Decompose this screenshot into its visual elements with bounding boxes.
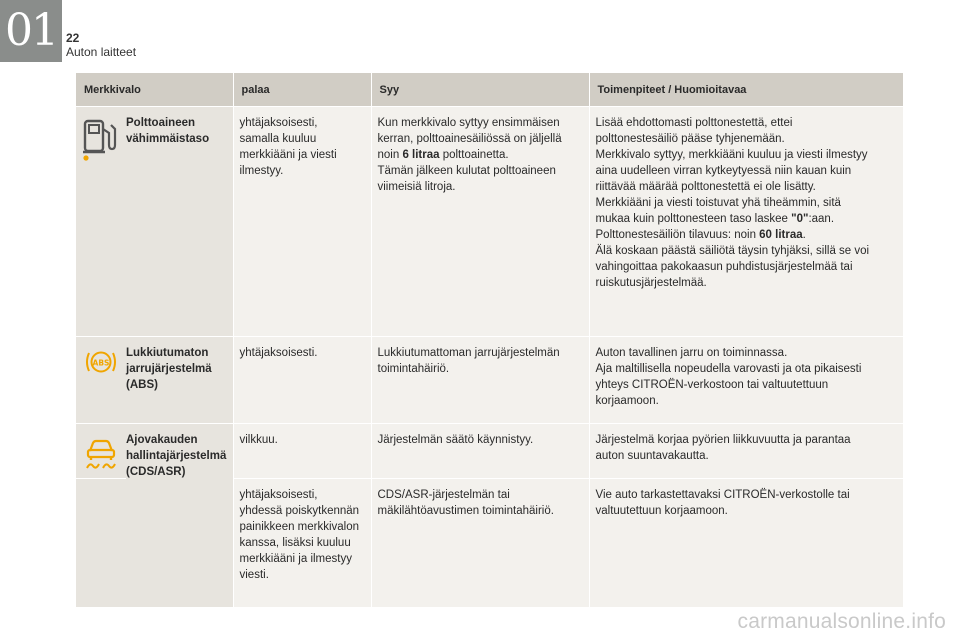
icon-cell bbox=[76, 107, 126, 337]
light-name: Ajovakauden hallintajärjestelmä (CDS/ASR) bbox=[126, 424, 233, 607]
column-header-syy: Syy bbox=[371, 73, 589, 107]
column-header-merkkivalo: Merkkivalo bbox=[76, 73, 233, 107]
cause-cell: Lukkiutumattoman jarrujärjestelmän toimintahäiriö. bbox=[371, 337, 589, 424]
icon-cell bbox=[76, 337, 126, 424]
light-name: Polttoaineen vähimmäistaso bbox=[126, 107, 233, 337]
lights-cell: vilkkuu. bbox=[233, 424, 371, 479]
fuel-pump-icon bbox=[81, 117, 121, 166]
light-name: Lukkiutumaton jarrujärjestelmä (ABS) bbox=[126, 337, 233, 424]
abs-icon bbox=[84, 347, 118, 382]
action-cell: Lisää ehdottomasti polttonestettä, ettei polttonestesäiliö pääse tyhjenemään. Merkkivalo syttyy, merkkiääni kuuluu ja viesti ilmestyy aina uudelleen virran kytkeytyessä niin kauan kuin riittävää määrää polttonestettä ei ole lisätty. Merkkiääni ja viesti toistuvat yhä tiheämmin, sitä mukaa kuin polttonesteen taso laskee "0":aan. Polttonestesäiliön tilavuus: noin 60 litraa. Älä koskaan päästä säiliötä täysin tyhjäksi, sillä se voi vahingoittaa pakokaasun puhdistusjärjestelmää tai ruiskutusjärjestelmää. bbox=[589, 107, 903, 337]
icon-cell bbox=[76, 479, 126, 607]
table-header-row bbox=[76, 73, 903, 107]
traction-control-icon bbox=[83, 434, 119, 475]
column-header-toimenpiteet: Toimenpiteet / Huomioitavaa bbox=[589, 73, 903, 107]
page-title: Auton laitteet bbox=[66, 45, 137, 59]
table-row bbox=[76, 424, 903, 479]
cause-cell: Kun merkkivalo syttyy ensimmäisen kerran, polttoainesäiliössä on jäljellä noin 6 litraa polttoainetta. Tämän jälkeen kulutat polttoaineen viimeisiä litroja. bbox=[371, 107, 589, 337]
table-row bbox=[76, 337, 903, 424]
warning-lights-table bbox=[76, 73, 903, 607]
page-number: 22 bbox=[66, 31, 80, 45]
svg-text:ABS: ABS bbox=[92, 358, 110, 368]
watermark: carmanualsonline.info bbox=[737, 610, 946, 633]
lights-cell: yhtäjaksoisesti, yhdessä poiskytkennän painikkeen merkkivalon kanssa, lisäksi kuuluu merkkiääni ja ilmestyy viesti. bbox=[233, 479, 371, 607]
lights-cell: yhtäjaksoisesti, samalla kuuluu merkkiääni ja viesti ilmestyy. bbox=[233, 107, 371, 337]
cause-cell: CDS/ASR-järjestelmän tai mäkilähtöavustimen toimintahäiriö. bbox=[371, 479, 589, 607]
icon-cell bbox=[76, 424, 126, 479]
chapter-tab: 01 bbox=[0, 0, 62, 62]
action-cell: Auton tavallinen jarru on toiminnassa. Aja maltillisella nopeudella varovasti ja ota pikaisesti yhteys CITROËN-verkostoon tai valtuutettuun korjaamoon. bbox=[589, 337, 903, 424]
action-cell: Vie auto tarkastettavaksi CITROËN-verkostolle tai valtuutettuun korjaamoon. bbox=[589, 479, 903, 607]
action-cell: Järjestelmä korjaa pyörien liikkuvuutta ja parantaa auton suuntavakautta. bbox=[589, 424, 903, 479]
table-row bbox=[76, 107, 903, 337]
lights-cell: yhtäjaksoisesti. bbox=[233, 337, 371, 424]
column-header-palaa: palaa bbox=[233, 73, 371, 107]
cause-cell: Järjestelmän säätö käynnistyy. bbox=[371, 424, 589, 479]
